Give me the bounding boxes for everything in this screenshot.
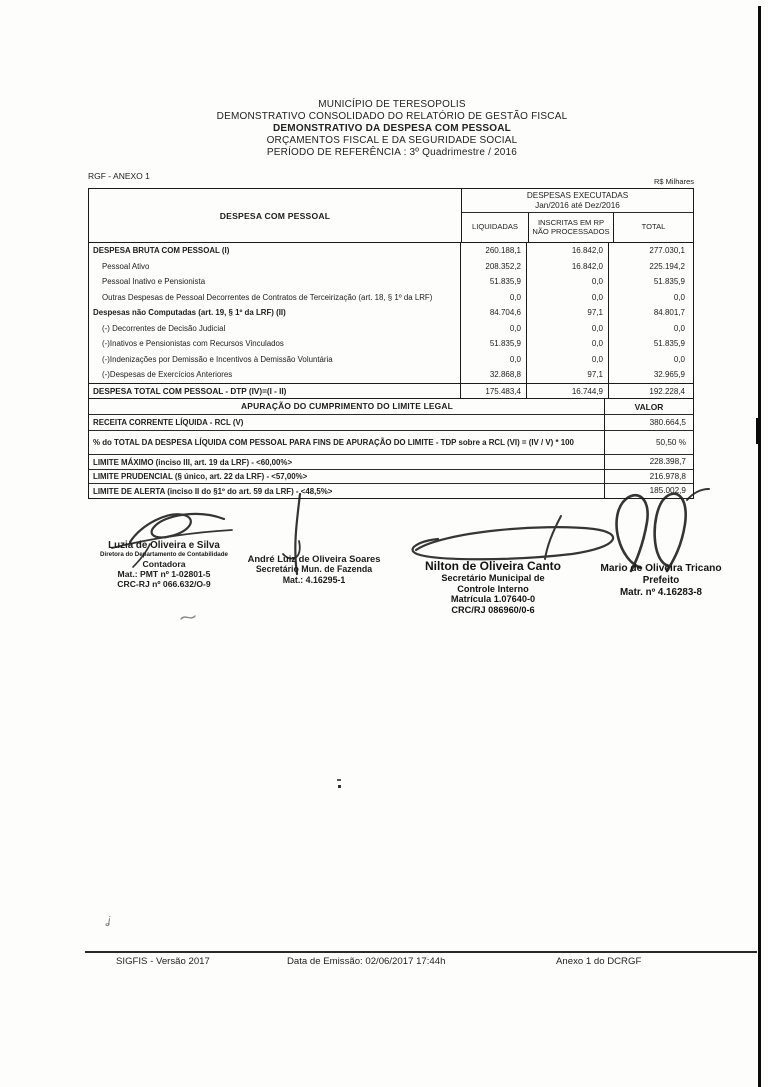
cell-inscritas: 16.842,0 [527,259,609,275]
cell-liquidadas: 51.835,9 [461,336,527,352]
row-label: Outras Despesas de Pessoal Decorrentes de Contratos de Terceirização (art. 18, § 1º da LRF) [89,290,461,306]
limit-row-label: LIMITE MÁXIMO (inciso III, art. 19 da LRF) - <60,00%> [89,455,605,469]
cell-total: 225.194,2 [649,261,685,271]
cell-total: 192.228,4 [649,387,685,396]
annex-label: RGF - ANEXO 1 [88,171,150,181]
row-label: (-)Despesas de Exercícios Anteriores [89,367,461,383]
cell-inscritas: 16.842,0 [527,243,609,259]
table-row [89,290,693,306]
row-label: Despesas não Computadas (art. 19, § 1º da LRF) (II) [89,305,461,321]
cell-inscritas: 0,0 [527,336,609,352]
signature-block-prefeito [580,563,742,599]
limit-row [89,455,693,470]
signer-role-2: Controle Interno [457,583,529,594]
signer-crc: CRC/RJ 086960/0-6 [451,604,535,615]
scan-edge-blob [756,418,761,444]
group-header-period: Jan/2016 até Dez/2016 [535,201,620,210]
row-label: (-) Decorrentes de Decisão Judicial [89,321,461,337]
cell-liquidadas: 0,0 [461,352,527,368]
cell-inscritas: 97,1 [527,367,609,383]
cell-total: 277.030,1 [649,246,685,256]
signature-block-contadora [84,540,244,589]
cell-liquidadas: 32.868,8 [461,367,527,383]
cell-total: 0,0 [673,292,685,302]
signer-role: Secretário Mun. de Fazenda [255,564,373,574]
municipality-title: MUNICÍPIO DE TERESOPOLIS [318,99,466,110]
signer-registration: Matr. nº 4.16283-8 [620,587,702,598]
cell-total: 84.801,7 [653,308,685,318]
cell-inscritas: 0,0 [527,274,609,290]
table-row [89,274,693,290]
table-row [89,336,693,352]
scan-artifact-paren: ​ʝ [105,914,112,928]
limit-table-header [89,399,693,415]
cell-total: 0,0 [673,323,685,333]
limit-row-value: 185.002,9 [649,486,686,496]
row-label: DESPESA BRUTA COM PESSOAL (I) [89,243,461,259]
table-row [89,259,693,275]
row-label: Pessoal Ativo [89,259,461,275]
signer-role: Prefeito [642,575,680,586]
footer-emission-date: Data de Emissão: 02/06/2017 17:44h [287,956,446,967]
cell-liquidadas: 208.352,2 [461,259,527,275]
budget-scope-title: ORÇAMENTOS FISCAL E DA SEGURIDADE SOCIAL [266,135,518,146]
limit-row-value: 50,50 % [655,438,686,447]
limit-row-value: 228.398,7 [649,457,686,467]
cell-inscritas: 0,0 [527,290,609,306]
limit-row-value: 216.978,8 [649,471,686,481]
table-row-total [89,383,693,400]
value-column-header: VALOR [634,401,664,412]
signature-block-controle-interno [404,560,582,615]
row-label: Pessoal Inativo e Pensionista [89,274,461,290]
limit-row-label: RECEITA CORRENTE LÍQUIDA - RCL (V) [89,415,605,430]
column-header-total: TOTAL [641,222,666,232]
column-header-liquidadas: LIQUIDADAS [462,213,529,242]
cell-inscritas: 0,0 [527,352,609,368]
cell-inscritas: 97,1 [527,305,609,321]
column-headers [462,213,693,242]
cell-inscritas: 0,0 [527,321,609,337]
signer-crc: CRC-RJ nº 066.632/O-9 [117,578,211,589]
row-label: DESPESA TOTAL COM PESSOAL - DTP (IV)=(I - II) [89,384,461,400]
signer-registration: Matrícula 1.07640-0 [450,594,536,604]
cell-total: 0,0 [673,354,685,364]
cell-liquidadas: 51.835,9 [461,274,527,290]
cell-total: 32.965,9 [653,370,685,380]
signer-name: Mario de Oliveira Tricano [600,563,722,574]
row-label: (-)Inativos e Pensionistas com Recursos Vinculados [89,336,461,352]
report-title: DEMONSTRATIVO CONSOLIDADO DO RELATÓRIO DE GESTÃO FISCAL [216,111,568,122]
table-row [89,352,693,368]
cell-liquidadas: 0,0 [461,290,527,306]
limit-table-title: APURAÇÃO DO CUMPRIMENTO DO LIMITE LEGAL [89,399,605,414]
signer-role: Secretário Municipal de [441,573,545,583]
cell-total: 51.835,9 [653,277,685,287]
statement-title: DEMONSTRATIVO DA DESPESA COM PESSOAL [273,123,511,134]
limit-row [89,415,693,431]
signer-registration: Mat.: 4.16295-1 [282,575,346,585]
cell-liquidadas: 84.704,6 [461,305,527,321]
signer-name: Luzia de Oliveira e Silva [108,540,220,551]
currency-unit-label: R$ Milhares [653,177,694,186]
signer-name: Nilton de Oliveira Canto [424,559,562,573]
cell-inscritas: 16.744,9 [527,384,609,400]
scan-artifact-dot [338,785,341,788]
cell-liquidadas: 0,0 [461,321,527,337]
limit-row-label: LIMITE DE ALERTA (inciso II do §1º do art. 59 da LRF) - <48,5%> [89,484,605,498]
limit-row-label: % do TOTAL DA DESPESA LÍQUIDA COM PESSOAL PARA FINS DE APURAÇÃO DO LIMITE - TDP sobre a RCL (VI) = (IV / V) * 100 [89,431,605,454]
footer-system-version: SIGFIS - Versão 2017 [116,956,210,967]
cell-total: 51.835,9 [653,339,685,349]
cell-liquidadas: 175.483,4 [461,384,527,400]
executed-expenses-group-header [462,189,693,213]
footer-annex-reference: Anexo 1 do DCRGF [556,956,642,967]
executed-expenses-header [462,189,693,242]
expense-table-body [89,243,693,400]
limit-row-label: LIMITE PRUDENCIAL (§ único, art. 22 da LRF) - <57,00%> [89,470,605,484]
group-header-title: DESPESAS EXECUTADAS [526,191,629,200]
cell-liquidadas: 260.188,1 [461,243,527,259]
signer-role-2: Contadora [142,558,186,569]
limit-row-value: 380.664,5 [649,418,686,427]
table-row [89,367,693,383]
column-header-inscritas-rp: INSCRITAS EM RP NÃO PROCESSADOS [529,213,614,242]
row-label: (-)Indenizações por Demissão e Incentivos à Demissão Voluntária [89,352,461,368]
footer-divider [85,951,757,953]
reference-period: PERÍODO DE REFERÊNCIA : 3º Quadrimestre / 2016 [266,147,518,158]
table-row [89,305,693,321]
table-row [89,321,693,337]
signer-role: Diretora do Departamento de Contabilidade [100,551,228,558]
signature-block-fazenda [240,553,388,586]
table-row [89,243,693,259]
expense-table [88,188,694,401]
document-header [4,99,768,159]
scan-artifact-dash [337,779,341,781]
limit-row [89,431,693,455]
row-header-despesa-com-pessoal: DESPESA COM PESSOAL [89,189,462,242]
expense-table-header [89,189,693,243]
signer-registration: Mat.: PMT nº 1-02801-5 [117,568,211,579]
signer-name: André Luiz de Oliveira Soares [247,553,381,564]
